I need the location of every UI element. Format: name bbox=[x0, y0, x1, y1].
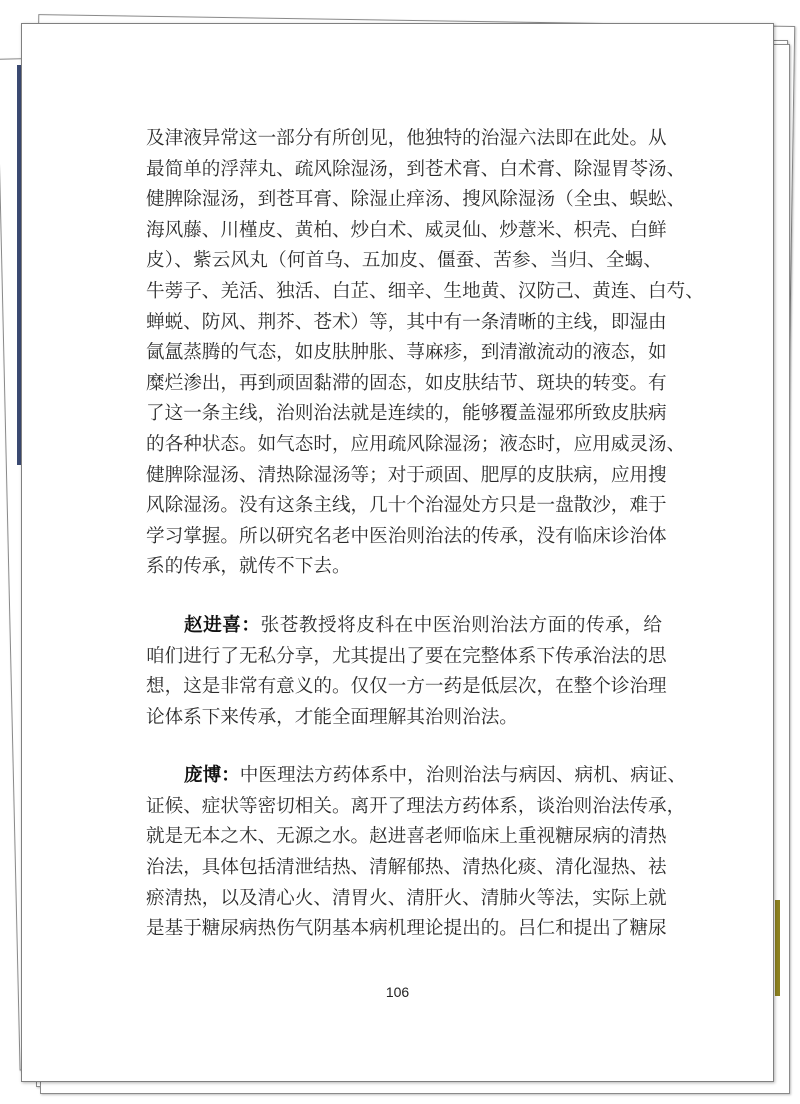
line-text: 牛蒡子、羌活、独活、白芷、细辛、生地黄、汉防己、黄连、白芍、 bbox=[146, 280, 704, 302]
line-text: 健脾除湿汤，到苍耳膏、除湿止痒汤、搜风除湿汤（全虫、蜈蚣、 bbox=[146, 189, 686, 211]
line-text: 是基于糖尿病热伤气阴基本病机理论提出的。吕仁和提出了糖尿 bbox=[146, 918, 667, 940]
line-text: 证候、症状等密切相关。离开了理法方药体系，谈治则治法传承， bbox=[146, 795, 686, 817]
line-text: 最简单的浮萍丸、疏风除湿汤，到苍术膏、白术膏、除湿胃苓汤、 bbox=[146, 158, 686, 180]
text-line bbox=[146, 611, 662, 642]
text-line bbox=[146, 155, 686, 186]
line-text: 张苍教授将皮科在中医治则治法方面的传承，给 bbox=[260, 614, 662, 636]
line-text: 氤氲蒸腾的气态，如皮肤肿胀、荨麻疹，到清澈流动的液态，如 bbox=[146, 342, 667, 364]
page-edge-color-strip bbox=[775, 900, 780, 996]
text-line bbox=[146, 853, 667, 884]
text-line bbox=[146, 884, 667, 915]
line-text: 咱们进行了无私分享，尤其提出了要在完整体系下传承治法的思 bbox=[146, 645, 667, 667]
line-text: 系的传承，就传不下去。 bbox=[146, 556, 351, 578]
paragraph bbox=[146, 761, 687, 945]
text-line bbox=[146, 277, 704, 308]
document-page bbox=[21, 23, 774, 1082]
text-line bbox=[146, 703, 662, 734]
line-text: 及津液异常这一部分有所创见，他独特的治湿六法即在此处。从 bbox=[146, 128, 667, 149]
line-text: 糜烂渗出，再到顽固黏滞的固态，如皮肤结节、斑块的转变。有 bbox=[146, 372, 667, 394]
text-line bbox=[146, 552, 662, 583]
text-line bbox=[146, 642, 667, 673]
text-line bbox=[146, 308, 667, 339]
text-line bbox=[146, 246, 662, 277]
line-text: 风除湿汤。没有这条主线，几十个治湿处方只是一盘散沙，难于 bbox=[146, 495, 667, 517]
speaker-name: 赵进喜： bbox=[184, 614, 261, 636]
line-text: 学习掌握。所以研究名老中医治则治法的传承，没有临床诊治体 bbox=[146, 525, 667, 547]
line-text: 皮）、紫云风丸（何首乌、五加皮、僵蚕、苦参、当归、全蝎、 bbox=[146, 250, 662, 272]
line-text: 海风藤、川槿皮、黄柏、炒白术、威灵仙、炒薏米、枳壳、白鲜 bbox=[146, 219, 667, 241]
text-line bbox=[146, 522, 667, 553]
text-line bbox=[146, 430, 686, 461]
paragraph bbox=[146, 611, 667, 733]
text-line bbox=[146, 914, 667, 945]
line-text: 中医理法方药体系中，治则治法与病因、病机、病证、 bbox=[239, 765, 687, 787]
text-line bbox=[146, 185, 686, 216]
text-line bbox=[146, 338, 667, 369]
line-text: 蝉蜕、防风、荆芥、苍术）等，其中有一条清晰的主线，即湿由 bbox=[146, 311, 667, 333]
line-text: 了这一条主线，治则治法就是连续的，能够覆盖湿邪所致皮肤病 bbox=[146, 403, 667, 425]
text-line bbox=[146, 491, 667, 522]
text-line bbox=[146, 461, 667, 492]
line-text: 想，这是非常有意义的。仅仅一方一药是低层次，在整个诊治理 bbox=[146, 676, 667, 698]
line-text: 就是无本之木、无源之水。赵进喜老师临床上重视糖尿病的清热 bbox=[146, 826, 667, 848]
text-line bbox=[146, 761, 687, 792]
line-text: 治法，具体包括清泄结热、清解郁热、清热化痰、清化湿热、祛 bbox=[146, 857, 667, 879]
line-text: 健脾除湿汤、清热除湿汤等；对于顽固、肥厚的皮肤病，应用搜 bbox=[146, 464, 667, 486]
line-text: 的各种状态。如气态时，应用疏风除湿汤；液态时，应用威灵汤、 bbox=[146, 433, 686, 455]
body-text bbox=[146, 124, 704, 973]
text-line bbox=[146, 672, 667, 703]
speaker-name: 庞博： bbox=[184, 765, 240, 787]
text-line bbox=[146, 822, 667, 853]
text-line bbox=[146, 124, 667, 155]
page-number: 106 bbox=[385, 984, 410, 1000]
text-line bbox=[146, 369, 667, 400]
text-line bbox=[146, 216, 667, 247]
line-text: 论体系下来传承，才能全面理解其治则治法。 bbox=[146, 706, 518, 728]
text-line bbox=[146, 792, 686, 823]
line-text: 瘀清热，以及清心火、清胃火、清肝火、清肺火等法，实际上就 bbox=[146, 887, 667, 909]
paragraph bbox=[146, 124, 704, 583]
text-line bbox=[146, 399, 667, 430]
